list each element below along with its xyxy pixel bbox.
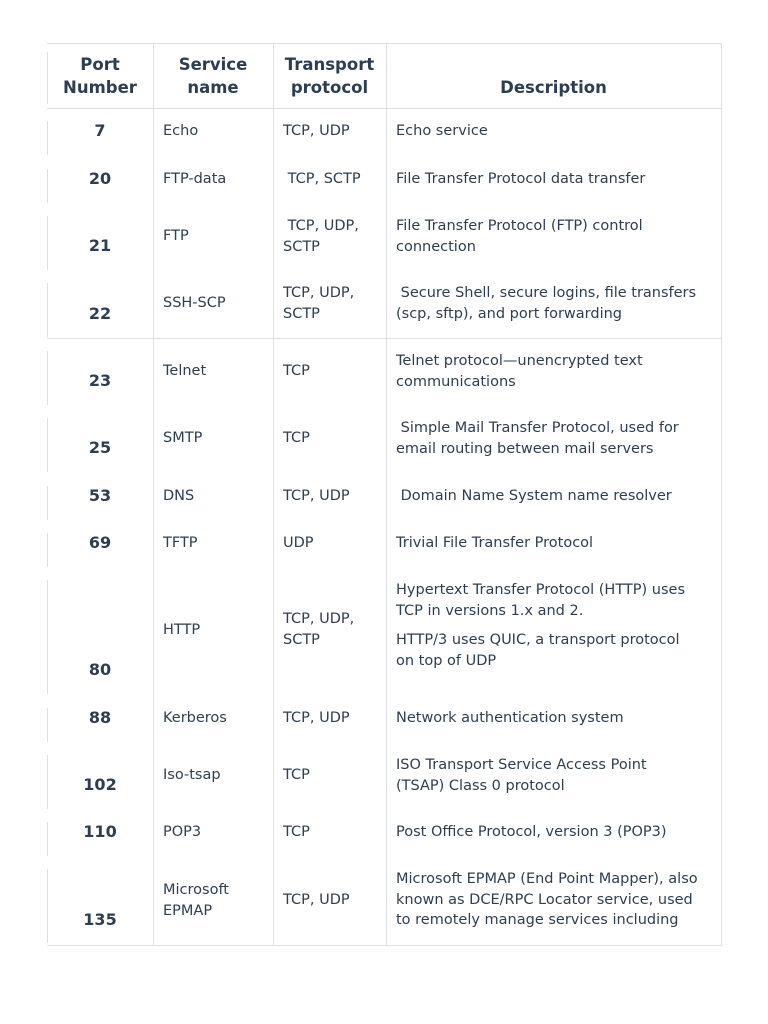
transport-protocol-cell: TCP xyxy=(283,363,310,379)
service-name-cell: SSH-SCP xyxy=(163,295,226,311)
port-number-cell: 88 xyxy=(88,708,112,727)
transport-protocol-cell: TCP, UDP, SCTP xyxy=(283,218,359,255)
port-number-cell: 80 xyxy=(88,660,112,679)
service-name-cell: HTTP xyxy=(163,622,201,638)
description-cell: HTTP/3 uses QUIC, a transport protocol on top of UDP xyxy=(396,632,680,669)
description-cell: Simple Mail Transfer Protocol, used for email routing between mail servers xyxy=(396,420,679,457)
header-description: Description xyxy=(500,78,607,97)
port-number-cell: 21 xyxy=(88,236,112,255)
header-service-name: Service name xyxy=(178,55,248,97)
transport-protocol-cell: TCP, UDP xyxy=(283,892,350,908)
transport-protocol-cell: TCP xyxy=(283,767,310,783)
service-name-cell: Telnet xyxy=(163,363,207,379)
service-name-cell: POP3 xyxy=(163,824,202,840)
port-number-cell: 23 xyxy=(88,371,112,390)
transport-protocol-cell: TCP xyxy=(283,824,310,840)
header-bottom-border xyxy=(47,108,722,109)
port-number-cell: 53 xyxy=(88,486,112,505)
description-cell: Echo service xyxy=(396,123,488,139)
port-number-cell: 69 xyxy=(88,533,112,552)
column-divider-description xyxy=(386,43,387,946)
section-divider xyxy=(47,338,722,339)
description-cell: Domain Name System name resolver xyxy=(396,488,672,504)
transport-protocol-cell: TCP xyxy=(283,430,310,446)
row-left-rule xyxy=(47,869,48,943)
service-name-cell: Kerberos xyxy=(163,710,227,726)
port-number-cell: 135 xyxy=(83,910,117,929)
port-number-cell: 102 xyxy=(83,775,117,794)
table-top-border xyxy=(47,43,722,44)
service-name-cell: FTP-data xyxy=(163,171,227,187)
service-name-cell: TFTP xyxy=(163,535,198,551)
description-cell: Network authentication system xyxy=(396,710,624,726)
port-number-cell: 7 xyxy=(94,121,106,140)
port-number-cell: 20 xyxy=(88,169,112,188)
service-name-cell: Iso-tsap xyxy=(163,767,221,783)
description-cell: ISO Transport Service Access Point (TSAP) Class 0 protocol xyxy=(396,757,647,794)
service-name-cell: DNS xyxy=(163,488,195,504)
service-name-cell: SMTP xyxy=(163,430,203,446)
header-transport-protocol: Transport protocol xyxy=(284,55,375,97)
description-cell: Post Office Protocol, version 3 (POP3) xyxy=(396,824,667,840)
description-cell: Hypertext Transfer Protocol (HTTP) uses TCP in versions 1.x and 2. xyxy=(396,582,686,619)
transport-protocol-cell: TCP, UDP xyxy=(283,123,350,139)
service-name-cell: FTP xyxy=(163,228,189,244)
description-cell: File Transfer Protocol (FTP) control connection xyxy=(396,218,643,255)
port-number-cell: 25 xyxy=(88,438,112,457)
service-name-cell: Microsoft EPMAP xyxy=(163,882,229,919)
port-number-cell: 22 xyxy=(88,304,112,323)
transport-protocol-cell: TCP, UDP, SCTP xyxy=(283,285,355,322)
description-cell: Telnet protocol—unencrypted text communications xyxy=(396,353,643,390)
transport-protocol-cell: TCP, UDP xyxy=(283,488,350,504)
header-port-number: Port Number xyxy=(63,55,137,97)
description-cell: Secure Shell, secure logins, file transfers (scp, sftp), and port forwarding xyxy=(396,285,697,322)
transport-protocol-cell: TCP, UDP xyxy=(283,710,350,726)
service-name-cell: Echo xyxy=(163,123,199,139)
table-right-border xyxy=(721,43,722,946)
description-cell: Trivial File Transfer Protocol xyxy=(396,535,594,551)
table-bottom-border xyxy=(47,945,722,946)
transport-protocol-cell: TCP, SCTP xyxy=(283,171,361,187)
transport-protocol-cell: UDP xyxy=(283,535,314,551)
column-divider-service xyxy=(153,43,154,946)
description-cell: Microsoft EPMAP (End Point Mapper), also known as DCE/RPC Locator service, used to remotely manage services including xyxy=(396,871,698,928)
column-divider-transport xyxy=(273,43,274,946)
description-cell: File Transfer Protocol data transfer xyxy=(396,171,646,187)
port-number-cell: 110 xyxy=(83,822,117,841)
transport-protocol-cell: TCP, UDP, SCTP xyxy=(283,611,355,648)
